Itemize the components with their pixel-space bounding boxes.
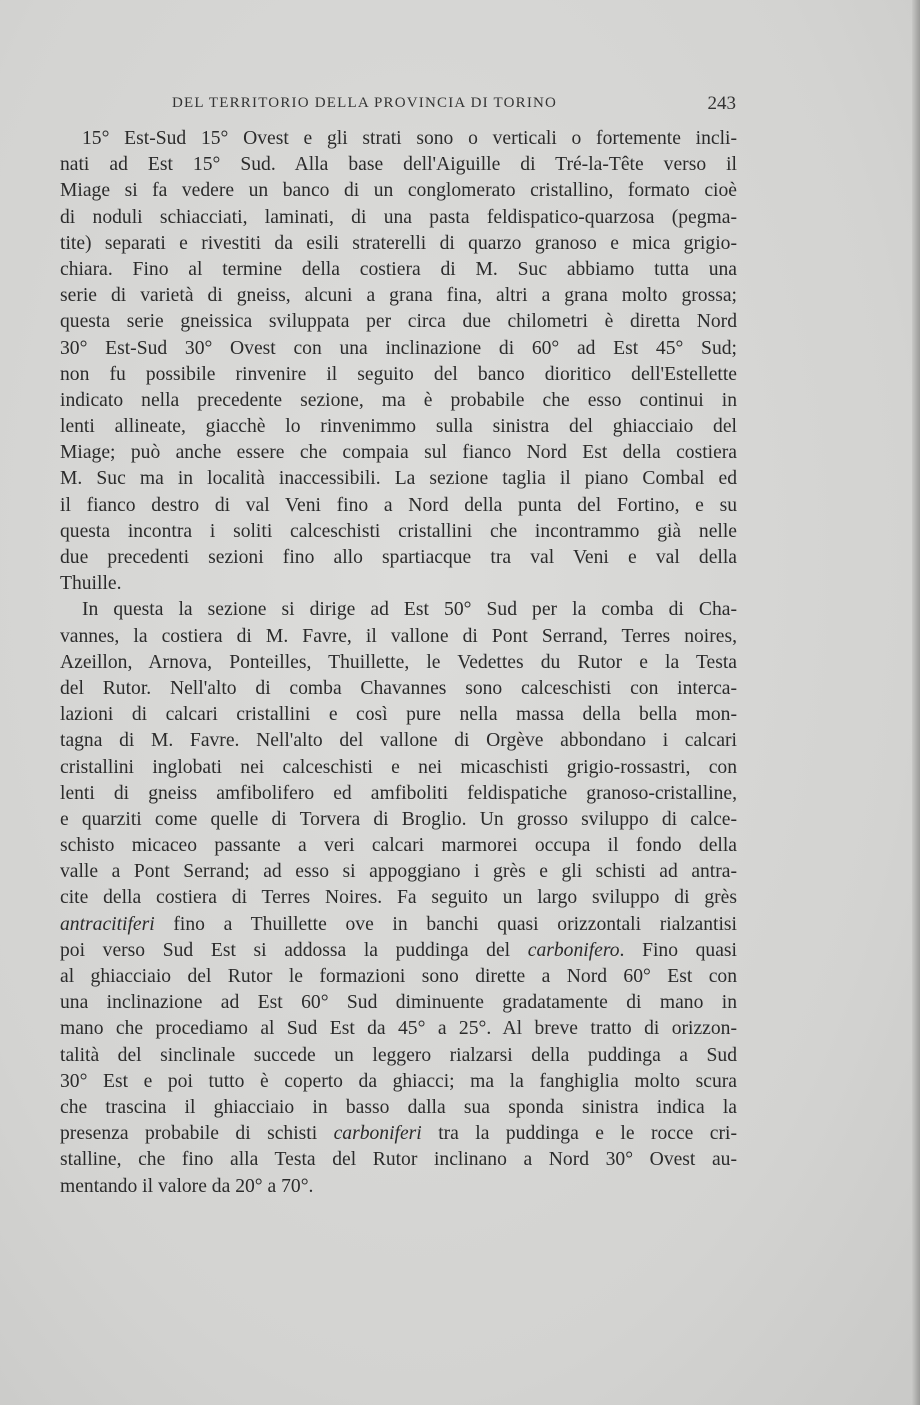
- paragraph-1: [60, 126, 737, 597]
- text-line: M. Suc ma in località inaccessibili. La sezione taglia il piano Combal ed: [60, 468, 737, 490]
- page-edge-shadow: [912, 0, 920, 1405]
- text-line: cristallini inglobati nei calceschisti e nei micaschisti grigio-rossastri, con: [60, 756, 737, 778]
- italic-term: carboniferi: [333, 1123, 422, 1145]
- text-line: presenza probabile di schisti carboniferi tra la puddinga e le rocce cri-: [60, 1123, 737, 1145]
- text-line: al ghiacciaio del Rutor le formazioni sono dirette a Nord 60° Est con: [60, 966, 737, 987]
- text-line: poi verso Sud Est si addossa la puddinga del carbonifero. Fino quasi: [60, 939, 737, 961]
- text-line: stalline, che fino alla Testa del Rutor inclinano a Nord 30° Ovest au-: [60, 1149, 737, 1171]
- text-line: questa serie gneissica sviluppata per circa due chilometri è diretta Nord: [60, 311, 737, 333]
- text-line: Thuille.: [60, 573, 122, 595]
- text-line: Miage; può anche essere che compaia sul fianco Nord Est della costiera: [60, 442, 737, 464]
- text-line: serie di varietà di gneiss, alcuni a grana fina, altri a grana molto grossa;: [60, 285, 737, 307]
- text-line: chiara. Fino al termine della costiera di M. Suc abbiamo tutta una: [60, 258, 737, 280]
- text-line: di noduli schiacciati, laminati, di una pasta feldispatico-quarzosa (pegma-: [60, 206, 737, 228]
- running-head: [60, 93, 736, 117]
- text-line: schisto micaceo passante a veri calcari marmorei occupa il fondo della: [60, 835, 737, 857]
- text-line: nati ad Est 15° Sud. Alla base dell'Aiguille di Tré-la-Tête verso il: [60, 154, 737, 176]
- text-line: indicato nella precedente sezione, ma è probabile che esso continui in: [60, 389, 737, 411]
- text-line: e quarziti come quelle di Torvera di Broglio. Un grosso sviluppo di calce-: [60, 808, 737, 830]
- text-line: Azeillon, Arnova, Ponteilles, Thuillette, le Vedettes du Rutor e la Testa: [60, 651, 737, 673]
- text-line: due precedenti sezioni fino allo spartiacque tra val Veni e val della: [60, 547, 737, 568]
- text-line: non fu possibile rinvenire il seguito del banco dioritico dell'Estellette: [60, 363, 737, 385]
- italic-term: carbonifero: [527, 939, 620, 961]
- text-line: 30° Est-Sud 30° Ovest con una inclinazione di 60° ad Est 45° Sud;: [60, 337, 737, 359]
- text-line: questa incontra i soliti calceschisti cristallini che incontrammo già nelle: [60, 520, 737, 542]
- text-line: vannes, la costiera di M. Favre, il vallone di Pont Serrand, Terres noires,: [60, 625, 737, 647]
- paragraph-2: [60, 597, 737, 1199]
- body-text: [60, 126, 737, 1200]
- text-line: lenti di gneiss amfibolifero ed amfiboliti feldispatiche granoso-cristalline,: [60, 782, 737, 804]
- text-line: una inclinazione ad Est 60° Sud diminuente gradatamente di mano in: [60, 992, 737, 1014]
- text-line: Miage si fa vedere un banco di un conglomerato cristallino, formato cioè: [60, 180, 737, 202]
- text-line: che trascina il ghiacciaio in basso dalla sua sponda sinistra indica la: [60, 1096, 737, 1118]
- text-line: talità del sinclinale succede un leggero rialzarsi della puddinga a Sud: [60, 1044, 737, 1066]
- text-line: mano che procediamo al Sud Est da 45° a 25°. Al breve tratto di orizzon-: [60, 1018, 737, 1040]
- text-line: del Rutor. Nell'alto di comba Chavannes sono calceschisti con interca-: [60, 677, 737, 699]
- text-line: tagna di M. Favre. Nell'alto del vallone di Orgève abbondano i calcari: [60, 730, 737, 752]
- text-line: mentando il valore da 20° a 70°.: [60, 1175, 314, 1197]
- text-line: il fianco destro di val Veni fino a Nord della punta del Fortino, e su: [60, 494, 737, 516]
- text-line: valle a Pont Serrand; ad esso si appoggiano i grès e gli schisti ad antra-: [60, 861, 737, 883]
- italic-term: antracitiferi: [60, 913, 155, 935]
- text-line: 30° Est e poi tutto è coperto da ghiacci; ma la fanghiglia molto scura: [60, 1070, 737, 1092]
- text-line: lenti allineate, giacchè lo rinvenimmo sulla sinistra del ghiacciaio del: [60, 416, 737, 438]
- page-number: 243: [707, 93, 736, 114]
- text-line: 15° Est-Sud 15° Ovest e gli strati sono o verticali o fortemente incli-: [82, 128, 737, 149]
- text-line: In questa la sezione si dirige ad Est 50° Sud per la comba di Cha-: [82, 599, 737, 621]
- text-line: antracitiferi fino a Thuillette ove in banchi quasi orizzontali rialzantisi: [60, 913, 737, 935]
- running-title: DEL TERRITORIO DELLA PROVINCIA DI TORINO: [172, 95, 558, 111]
- text-line: lazioni di calcari cristallini e così pure nella massa della bella mon-: [60, 704, 737, 726]
- text-line: tite) separati e rivestiti da esili straterelli di quarzo granoso e mica grigio-: [60, 232, 737, 254]
- text-line: cite della costiera di Terres Noires. Fa seguito un largo sviluppo di grès: [60, 887, 737, 909]
